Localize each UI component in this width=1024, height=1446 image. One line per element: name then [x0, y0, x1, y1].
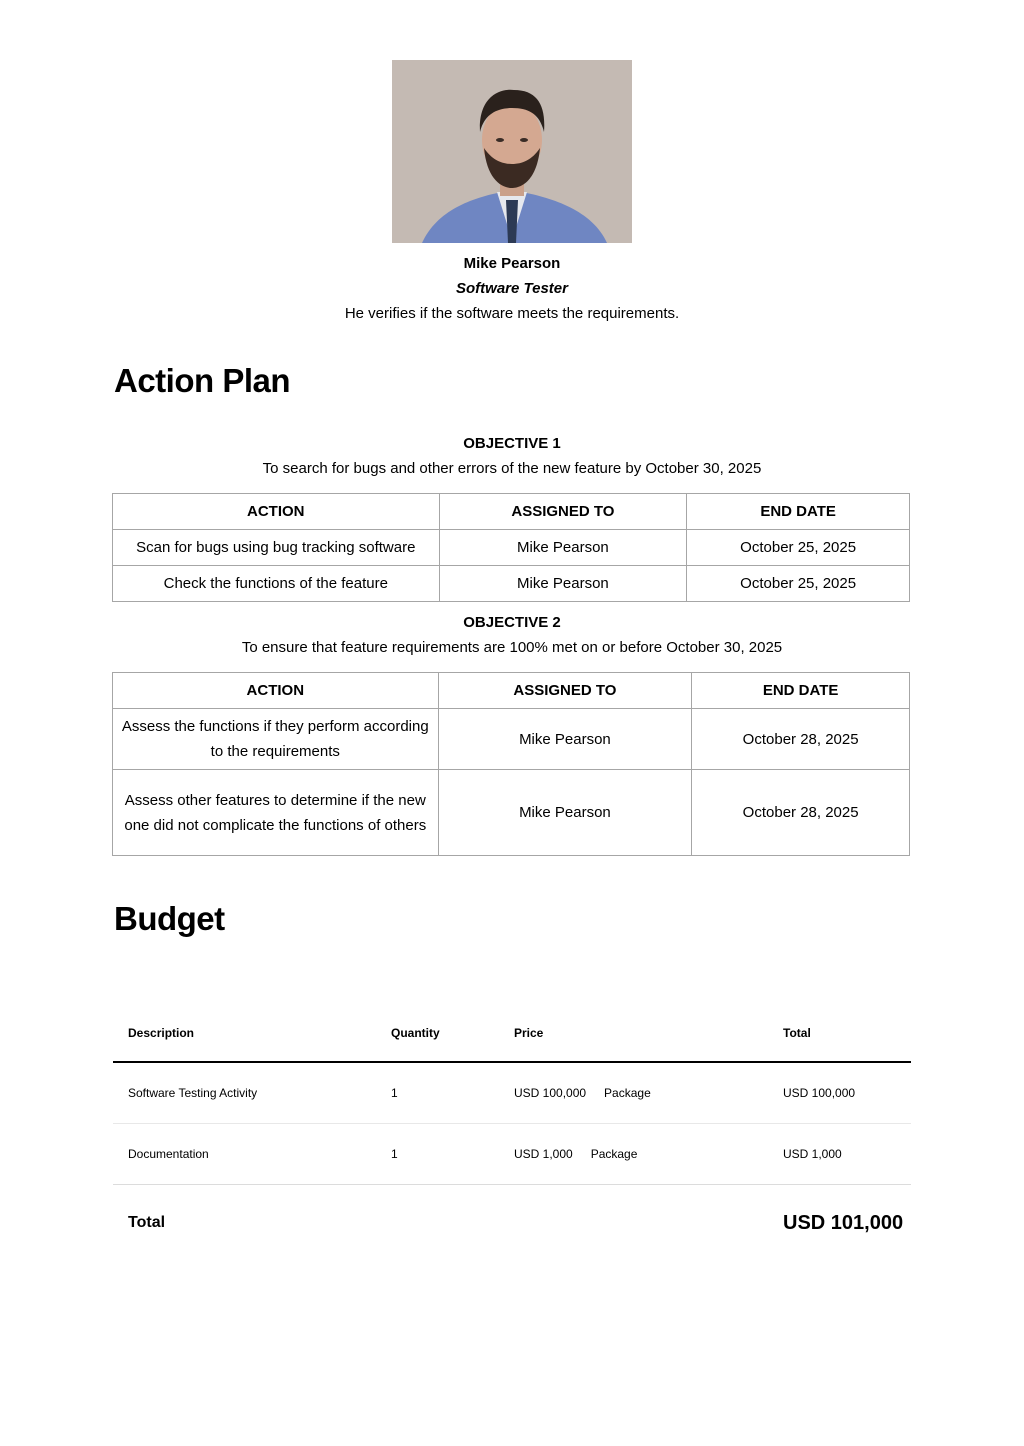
profile-name: Mike Pearson [463, 255, 561, 272]
price-value: USD 100,000 [514, 1086, 587, 1100]
quantity-cell: 1 [376, 1062, 499, 1124]
column-header-end-date: END DATE [687, 494, 910, 530]
price-cell [499, 1124, 768, 1185]
budget-heading: Budget [114, 900, 225, 937]
objective-2-title: OBJECTIVE 2 [463, 614, 561, 631]
table-row [113, 530, 910, 566]
column-header-action: ACTION [113, 494, 440, 530]
table-row [113, 770, 910, 856]
table-row [113, 566, 910, 602]
table-row [113, 1062, 911, 1124]
profile-photo [392, 60, 632, 243]
end-date-cell: October 28, 2025 [692, 770, 910, 856]
assigned-to-cell: Mike Pearson [439, 566, 687, 602]
assigned-to-cell: Mike Pearson [438, 709, 692, 770]
action-cell: Check the functions of the feature [113, 566, 440, 602]
price-cell [499, 1062, 768, 1124]
column-header-total: Total [768, 1005, 911, 1062]
objective-1-table [112, 493, 910, 602]
objective-2-description: To ensure that feature requirements are 100% met on or before October 30, 2025 [241, 639, 783, 656]
objective-2-table [112, 672, 910, 856]
price-value: USD 1,000 [514, 1147, 573, 1161]
objective-1-title: OBJECTIVE 1 [463, 435, 561, 452]
table-row [113, 709, 910, 770]
price-unit: Package [604, 1086, 651, 1100]
budget-total-value: USD 101,000 [783, 1212, 904, 1234]
budget-table [113, 1005, 911, 1185]
table-header-row [113, 1005, 911, 1062]
column-header-assigned-to: ASSIGNED TO [438, 673, 692, 709]
action-cell: Scan for bugs using bug tracking software [113, 530, 440, 566]
total-cell: USD 100,000 [768, 1062, 911, 1124]
total-cell: USD 1,000 [768, 1124, 911, 1185]
objective-1-description: To search for bugs and other errors of the new feature by October 30, 2025 [262, 460, 762, 477]
quantity-cell: 1 [376, 1124, 499, 1185]
price-unit: Package [590, 1147, 638, 1161]
budget-total-label: Total [128, 1214, 166, 1231]
action-cell: Assess other features to determine if the new one did not complicate the functions of others [113, 770, 439, 856]
column-header-price: Price [499, 1005, 768, 1062]
profile-bio: He verifies if the software meets the requirements. [344, 305, 680, 322]
assigned-to-cell: Mike Pearson [439, 530, 687, 566]
column-header-description: Description [113, 1005, 376, 1062]
column-header-action: ACTION [113, 673, 439, 709]
description-cell: Software Testing Activity [113, 1062, 376, 1124]
end-date-cell: October 25, 2025 [687, 530, 910, 566]
table-row [113, 1124, 911, 1185]
description-cell: Documentation [113, 1124, 376, 1185]
column-header-quantity: Quantity [376, 1005, 499, 1062]
end-date-cell: October 25, 2025 [687, 566, 910, 602]
table-header-row [113, 673, 910, 709]
portrait-image [392, 60, 632, 243]
column-header-assigned-to: ASSIGNED TO [439, 494, 687, 530]
end-date-cell: October 28, 2025 [692, 709, 910, 770]
column-header-end-date: END DATE [692, 673, 910, 709]
profile-role: Software Tester [456, 280, 568, 297]
action-plan-heading: Action Plan [114, 362, 291, 399]
action-cell: Assess the functions if they perform according to the requirements [113, 709, 439, 770]
assigned-to-cell: Mike Pearson [438, 770, 692, 856]
table-header-row [113, 494, 910, 530]
